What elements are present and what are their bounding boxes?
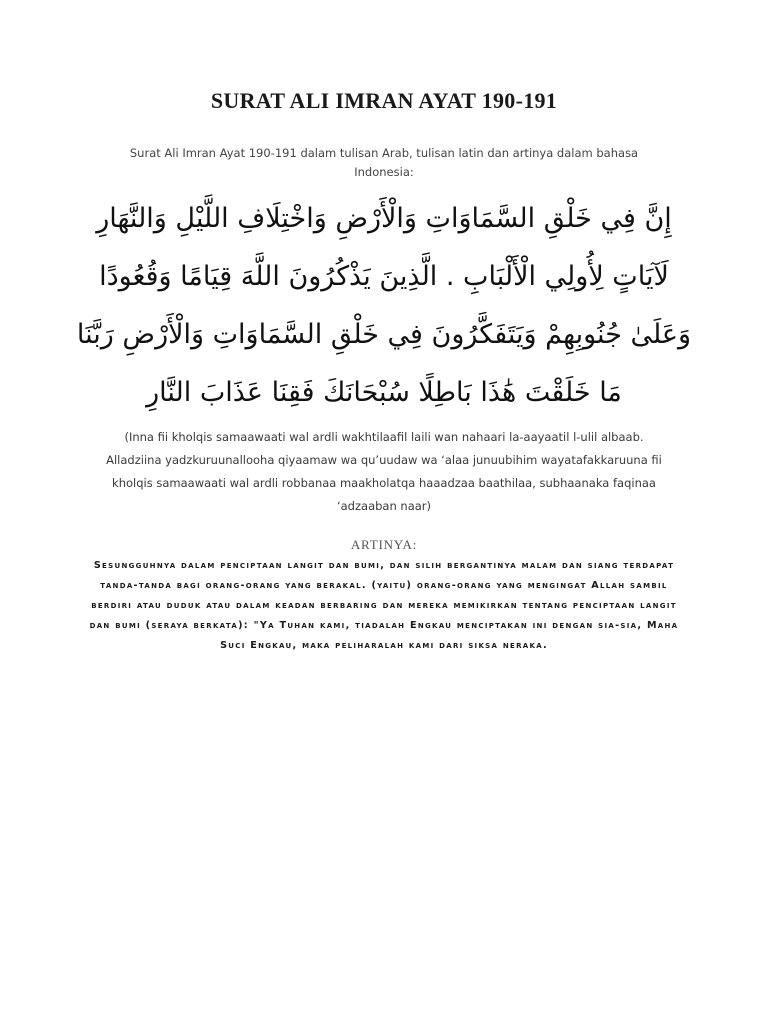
translation-text: Sesungguhnya dalam penciptaan langit dan bumi, dan silih bergantinya malam dan siang terdapat tanda-tanda bagi orang-orang yang berakal. (yaitu) orang-orang yang mengingat Allah sambil berdiri atau duduk atau dalam keadan berbaring dan mereka memikirkan tentang penciptaan langit dan bumi (seraya berkata): "Ya Tuhan kami, tiadalah Engkau menciptakan ini dengan sia-sia, Maha Suci Engkau, maka peliharalah kami dari siksa neraka. — [89, 560, 679, 651]
document-title: SURAT ALI IMRAN AYAT 190-191 — [210, 88, 558, 113]
latin-transliteration: (Inna fii kholqis samaawaati wal ardli wakhtilaafil laili wan nahaari la-aayaatil l-ulil albaab. Alladziina yadzkuruunallooha qiyaamaw wa qu’uudaw wa ‘alaa junuubihim wayatafakkaruuna fii kholqis samaawaati wal ardli robbanaa maakholatqa haaadzaa baathilaa, subhaanaka faqinaa ‘adzaaban naar) — [106, 430, 662, 513]
translation-heading: ARTINYA: — [350, 537, 418, 552]
arabic-verse-text: إِنَّ فِي خَلْقِ السَّمَاوَاتِ وَالْأَرْضِ وَاخْتِلَافِ اللَّيْلِ وَالنَّهَارِ لَآيَاتٍ لِأُولِي الْأَلْبَابِ . الَّذِينَ يَذْكُرُونَ اللَّهَ قِيَامًا وَقُعُودًا وَعَلَىٰ جُنُوبِهِمْ وَيَتَفَكَّرُونَ فِي خَلْقِ السَّمَاوَاتِ وَالْأَرْضِ رَبَّنَا مَا خَلَقْتَ هَٰذَا بَاطِلًا سُبْحَانَكَ فَقِنَا عَذَابَ النَّارِ — [76, 203, 692, 408]
document-subtitle: Surat Ali Imran Ayat 190-191 dalam tulisan Arab, tulisan latin dan artinya dalam bahasa Indonesia: — [129, 146, 639, 179]
